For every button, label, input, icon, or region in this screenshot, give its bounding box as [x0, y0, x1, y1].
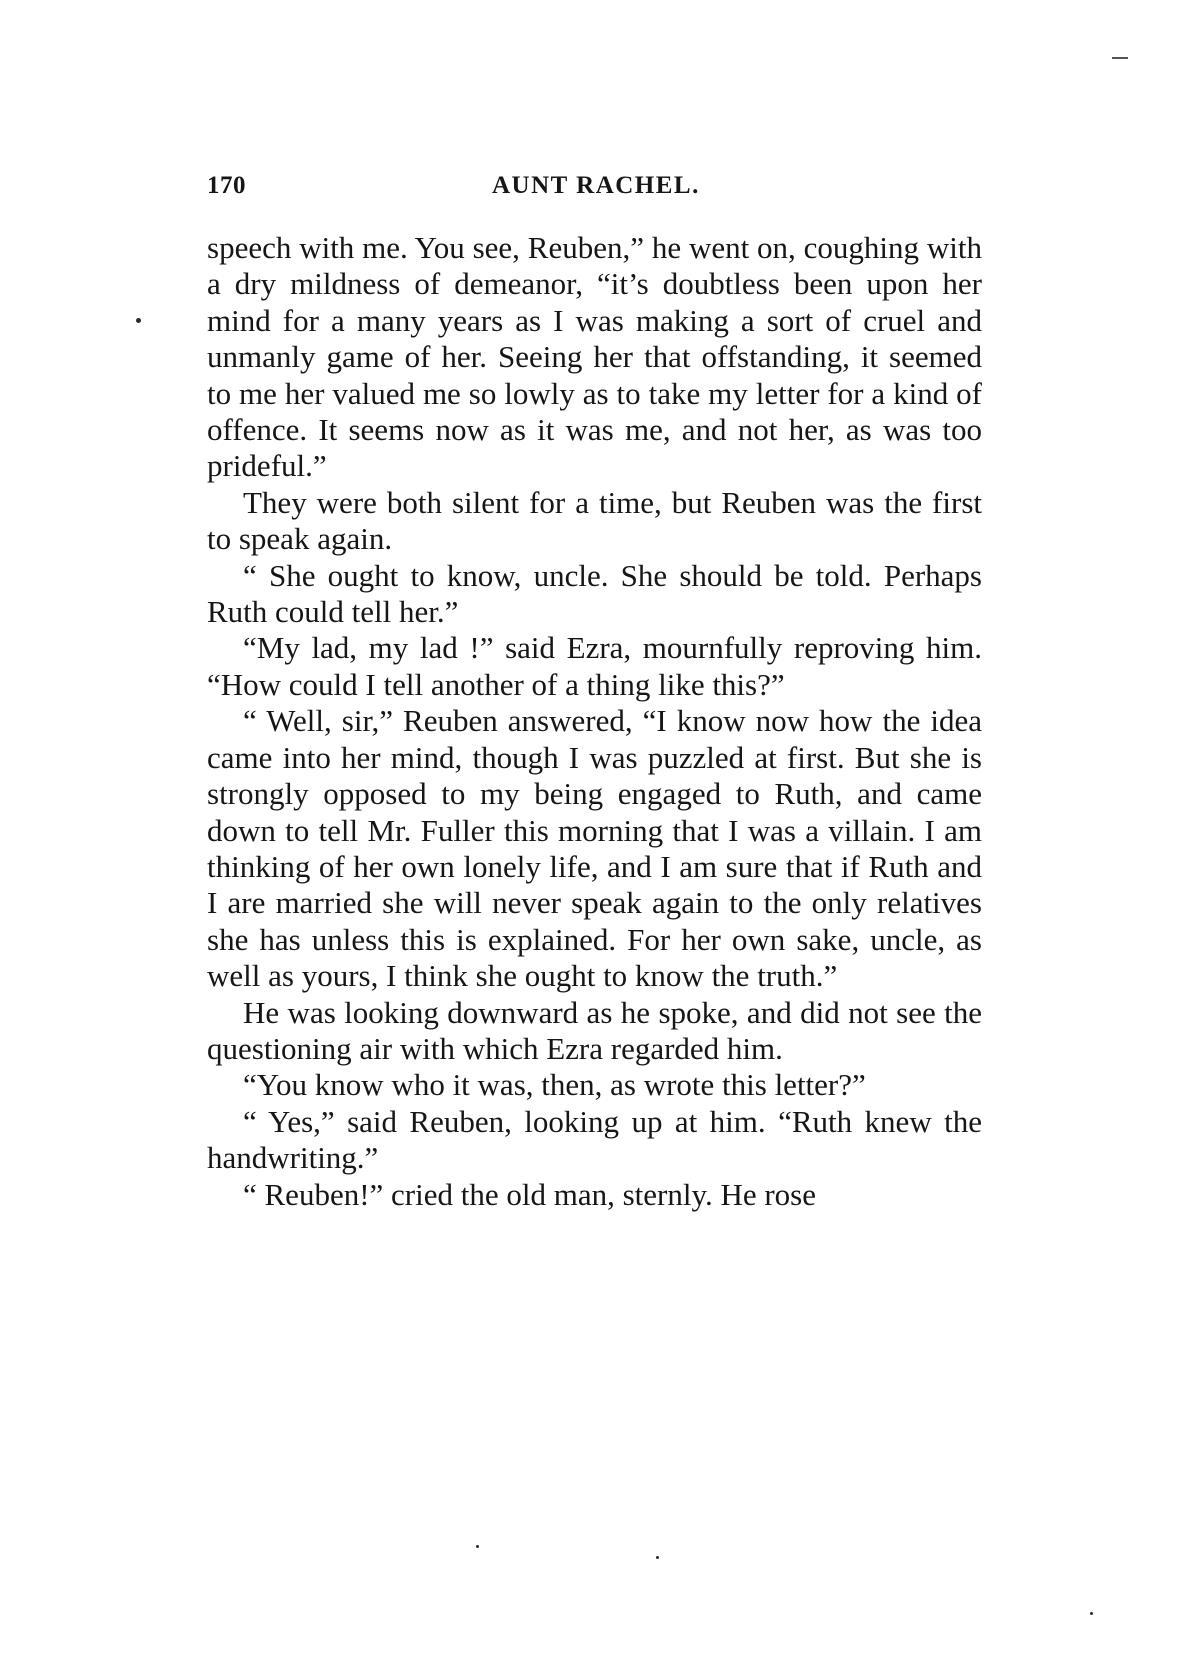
paragraph-9: “ Reuben!” cried the old man, sternly. He rose: [243, 1176, 817, 1212]
running-title: AUNT RACHEL.: [492, 172, 700, 199]
paragraph-7: “You know who it was, then, as wrote this letter?”: [243, 1067, 866, 1103]
paragraph-5: “ Well, sir,” Reuben answered, “I know now how the idea came into her mind, though I was puzzled at first. But she is strongly opposed to my being engaged to Ruth, and came down to tell Mr. Fuller this morning that I was a villain. I am thinking of her own lonely life, and I am sure that if Ruth and I are married she will never speak again to the only relatives she has unless this is explained. For her own sake, uncle, as well as yours, I think she ought to know the truth.”: [207, 703, 982, 994]
body-text: [207, 230, 982, 1213]
bottom-speck-right: [656, 1556, 659, 1559]
bottom-speck-left: [476, 1545, 479, 1548]
margin-speck: [136, 318, 141, 323]
corner-dash-mark: [1112, 57, 1128, 59]
page-number: 170: [207, 172, 246, 199]
page-header: [207, 172, 982, 212]
paragraph-3: “ She ought to know, uncle. She should be told. Perhaps Ruth could tell her.”: [207, 557, 982, 630]
paragraph-4: “My lad, my lad !” said Ezra, mournfully reproving him. “How could I tell another of a thing like this?”: [207, 630, 982, 702]
paragraph-1: speech with me. You see, Reuben,” he went on, coughing with a dry mildness of demeanor, “it’s doubtless been upon her mind for a many years as I was making a sort of cruel and unmanly game of her. Seeing her that offstanding, it seemed to me her valued me so lowly as to take my letter for a kind of offence. It seems now as it was me, and not her, as was too prideful.”: [207, 230, 982, 484]
corner-speck: [1090, 1612, 1093, 1615]
paragraph-2: They were both silent for a time, but Reuben was the first to speak again.: [207, 484, 982, 557]
paragraph-8: “ Yes,” said Reuben, looking up at him. “Ruth knew the handwriting.”: [207, 1103, 982, 1176]
paragraph-6: He was looking downward as he spoke, and did not see the questioning air with which Ezra regarded him.: [207, 994, 982, 1066]
